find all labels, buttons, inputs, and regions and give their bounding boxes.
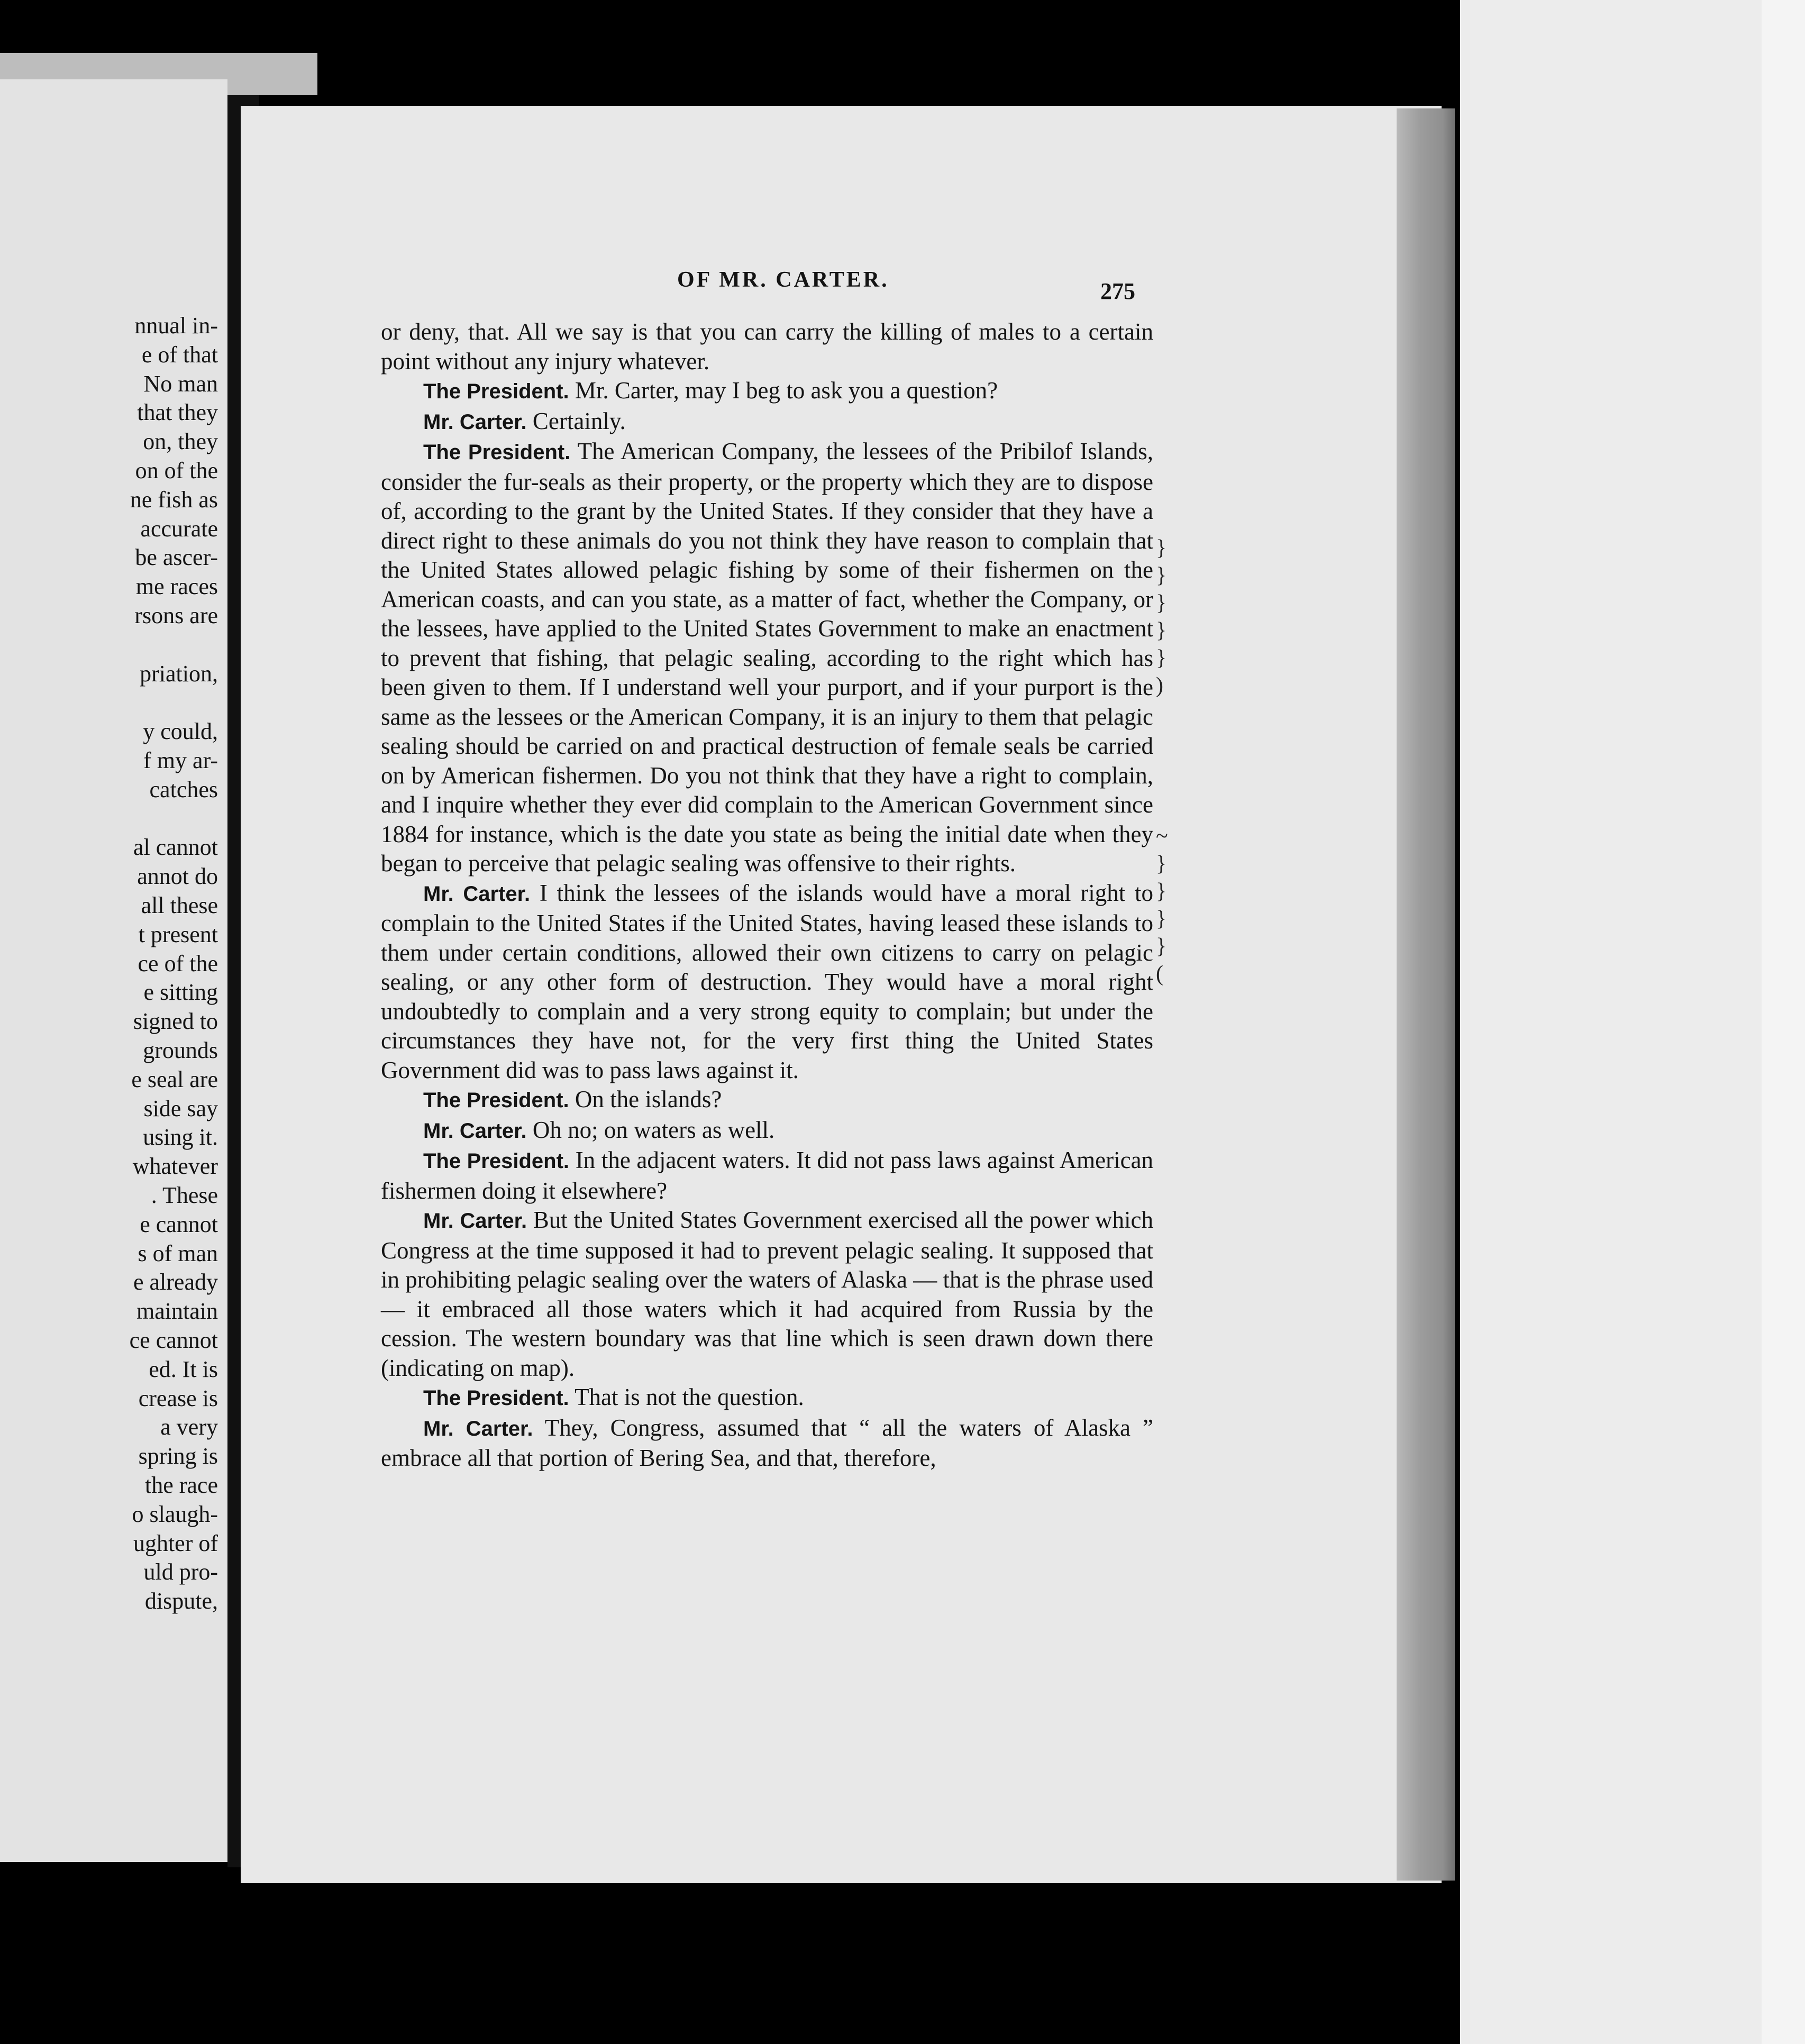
- paragraph-text: Oh no; on waters as well.: [532, 1116, 775, 1143]
- page-body: [381, 317, 1153, 1473]
- left-page-line: annot do: [137, 863, 218, 890]
- paragraph-text: That is not the question.: [575, 1384, 804, 1410]
- left-page-line: that they: [137, 399, 218, 426]
- left-page-line: ce of the: [138, 950, 218, 977]
- speaker-name: Mr. Carter.: [423, 1209, 527, 1233]
- paragraph: [381, 879, 1153, 1085]
- left-page: [0, 79, 227, 1862]
- left-page-line: ed. It is: [149, 1356, 218, 1382]
- speaker-name: The President.: [423, 1149, 570, 1173]
- paragraph-text: Mr. Carter, may I beg to ask you a question?: [575, 377, 998, 404]
- left-page-line: using it.: [143, 1124, 218, 1151]
- paragraph-text: In the adjacent waters. It did not pass laws against American fishermen doing it elsewhere?: [381, 1147, 1154, 1204]
- paragraph: [381, 1383, 1153, 1413]
- left-page-line: grounds: [143, 1037, 218, 1063]
- left-page-line: signed to: [133, 1008, 218, 1035]
- left-page-line: ce cannot: [129, 1327, 218, 1353]
- paragraph-text: The American Company, the lessees of the Pribilof Islands, consider the fur-seals as their property, or the property which they are to dispose of, according to the grant by the United States. If they consider that they have a direct right to these animals do you not think they have reason to complain that the United States allowed pelagic fishing by some of their fishermen on the American coasts, and can you state, as a matter of fact, whether the Company, or the lessees, have applied to the United States Government to make an enactment to prevent that fishing, that pelagic sealing, according to the right which has been given to them. If I understand well your purport, and if your purport is the same as the lessees or the American Company, it is an injury to them that pelagic sealing should be carried on and practical destruction of female seals be carried on by American fishermen. Do you not think that they have a right to complain, and I inquire whether they ever did complain to the American Government since 1884 for instance, which is the date you state as being the initial date when they began to perceive that pelagic sealing was offensive to their rights.: [381, 438, 1154, 877]
- left-page-line: uld pro-: [143, 1559, 218, 1585]
- left-page-line: f my ar-: [143, 747, 218, 773]
- left-page-line: e already: [133, 1269, 218, 1295]
- left-page-line: ne fish as: [130, 486, 218, 513]
- paragraph: [381, 1206, 1153, 1383]
- paragraph: [381, 1413, 1153, 1473]
- left-page-line: t present: [138, 921, 218, 947]
- speaker-name: The President.: [423, 1089, 569, 1112]
- left-page-line: me races: [135, 573, 218, 600]
- left-page-line: be ascer-: [135, 544, 218, 571]
- left-page-line: side say: [143, 1095, 218, 1121]
- left-page-line: e sitting: [143, 979, 218, 1006]
- speaker-name: The President.: [423, 380, 569, 403]
- left-page-line: crease is: [138, 1385, 218, 1411]
- paragraph: [381, 1116, 1153, 1146]
- paragraph: [381, 1146, 1153, 1206]
- left-page-line: whatever: [132, 1153, 218, 1180]
- left-page-line: maintain: [136, 1298, 218, 1325]
- left-page-line: the race: [145, 1472, 218, 1498]
- left-page-line: on of the: [135, 458, 218, 483]
- paragraph: [381, 317, 1153, 376]
- page-number: 275: [1100, 278, 1135, 304]
- paragraph-text: or deny, that. All we say is that you can carry the killing of males to a certain point without any injury whatever.: [381, 318, 1153, 375]
- left-page-line: nnual in-: [134, 313, 218, 339]
- left-page-line: . These: [151, 1182, 218, 1208]
- left-page-line: No man: [143, 370, 218, 397]
- left-page-line: e of that: [141, 341, 218, 368]
- left-page-line: rsons are: [134, 603, 218, 628]
- left-page-line: all these: [141, 892, 218, 918]
- paragraph-text: On the islands?: [575, 1086, 722, 1112]
- left-page-line: accurate: [140, 515, 218, 542]
- page-edges: [1397, 108, 1455, 1881]
- left-page-line: s of man: [138, 1240, 218, 1266]
- left-page-line: priation,: [140, 660, 218, 687]
- left-page-line: spring is: [138, 1443, 218, 1470]
- left-page-line: on, they: [143, 428, 218, 455]
- margin-annotation-mark: } } } } } ): [1156, 536, 1167, 698]
- scan-margin: [1762, 0, 1805, 2044]
- paragraph: [381, 437, 1153, 879]
- paragraph-text: They, Congress, assumed that “ all the waters of Alaska ” embrace all that portion of Bering Sea, and that, therefore,: [381, 1414, 1153, 1471]
- left-page-line: o slaugh-: [132, 1501, 218, 1527]
- paragraph: [381, 376, 1153, 407]
- left-page-line: y could,: [143, 718, 218, 745]
- paragraph: [381, 1085, 1153, 1116]
- left-page-line: a very: [160, 1414, 218, 1440]
- speaker-name: Mr. Carter.: [423, 882, 531, 906]
- paragraph-text: Certainly.: [532, 407, 626, 434]
- speaker-name: The President.: [423, 441, 571, 464]
- speaker-name: The President.: [423, 1386, 569, 1410]
- speaker-name: Mr. Carter.: [423, 410, 527, 434]
- paragraph: [381, 407, 1153, 437]
- speaker-name: Mr. Carter.: [423, 1119, 527, 1143]
- running-head: OF MR. CARTER.: [677, 268, 889, 292]
- scan-background: [1460, 0, 1767, 2044]
- left-page-line: al cannot: [133, 834, 218, 861]
- left-page-line: e seal are: [131, 1066, 218, 1092]
- margin-annotation-mark: ~ } } } } (: [1156, 824, 1168, 986]
- left-page-line: ughter of: [133, 1530, 218, 1556]
- left-page-line: catches: [149, 776, 218, 802]
- left-page-line: dispute,: [144, 1588, 218, 1614]
- speaker-name: Mr. Carter.: [423, 1417, 533, 1440]
- left-page-line: e cannot: [140, 1211, 218, 1237]
- paragraph-text: But the United States Government exercised all the power which Congress at the time supposed it had to prevent pelagic sealing. It supposed that in prohibiting pelagic sealing over the waters of Alaska — that is the phrase used — it embraced all those waters which it had acquired from Russia by the cession. The western boundary was that line which is seen drawn down there (indicating on map).: [381, 1207, 1154, 1381]
- paragraph-text: I think the lessees of the islands would have a moral right to complain to the United States if the United States, having leased these islands to them under certain conditions, allowed their own citizens to carry on pelagic sealing, or any other form of destruction. They would have a moral right undoubtedly to complain and a very strong equity to complain; but under the circumstances they have not, for the very first thing the United States Government did was to pass laws against it.: [381, 879, 1154, 1083]
